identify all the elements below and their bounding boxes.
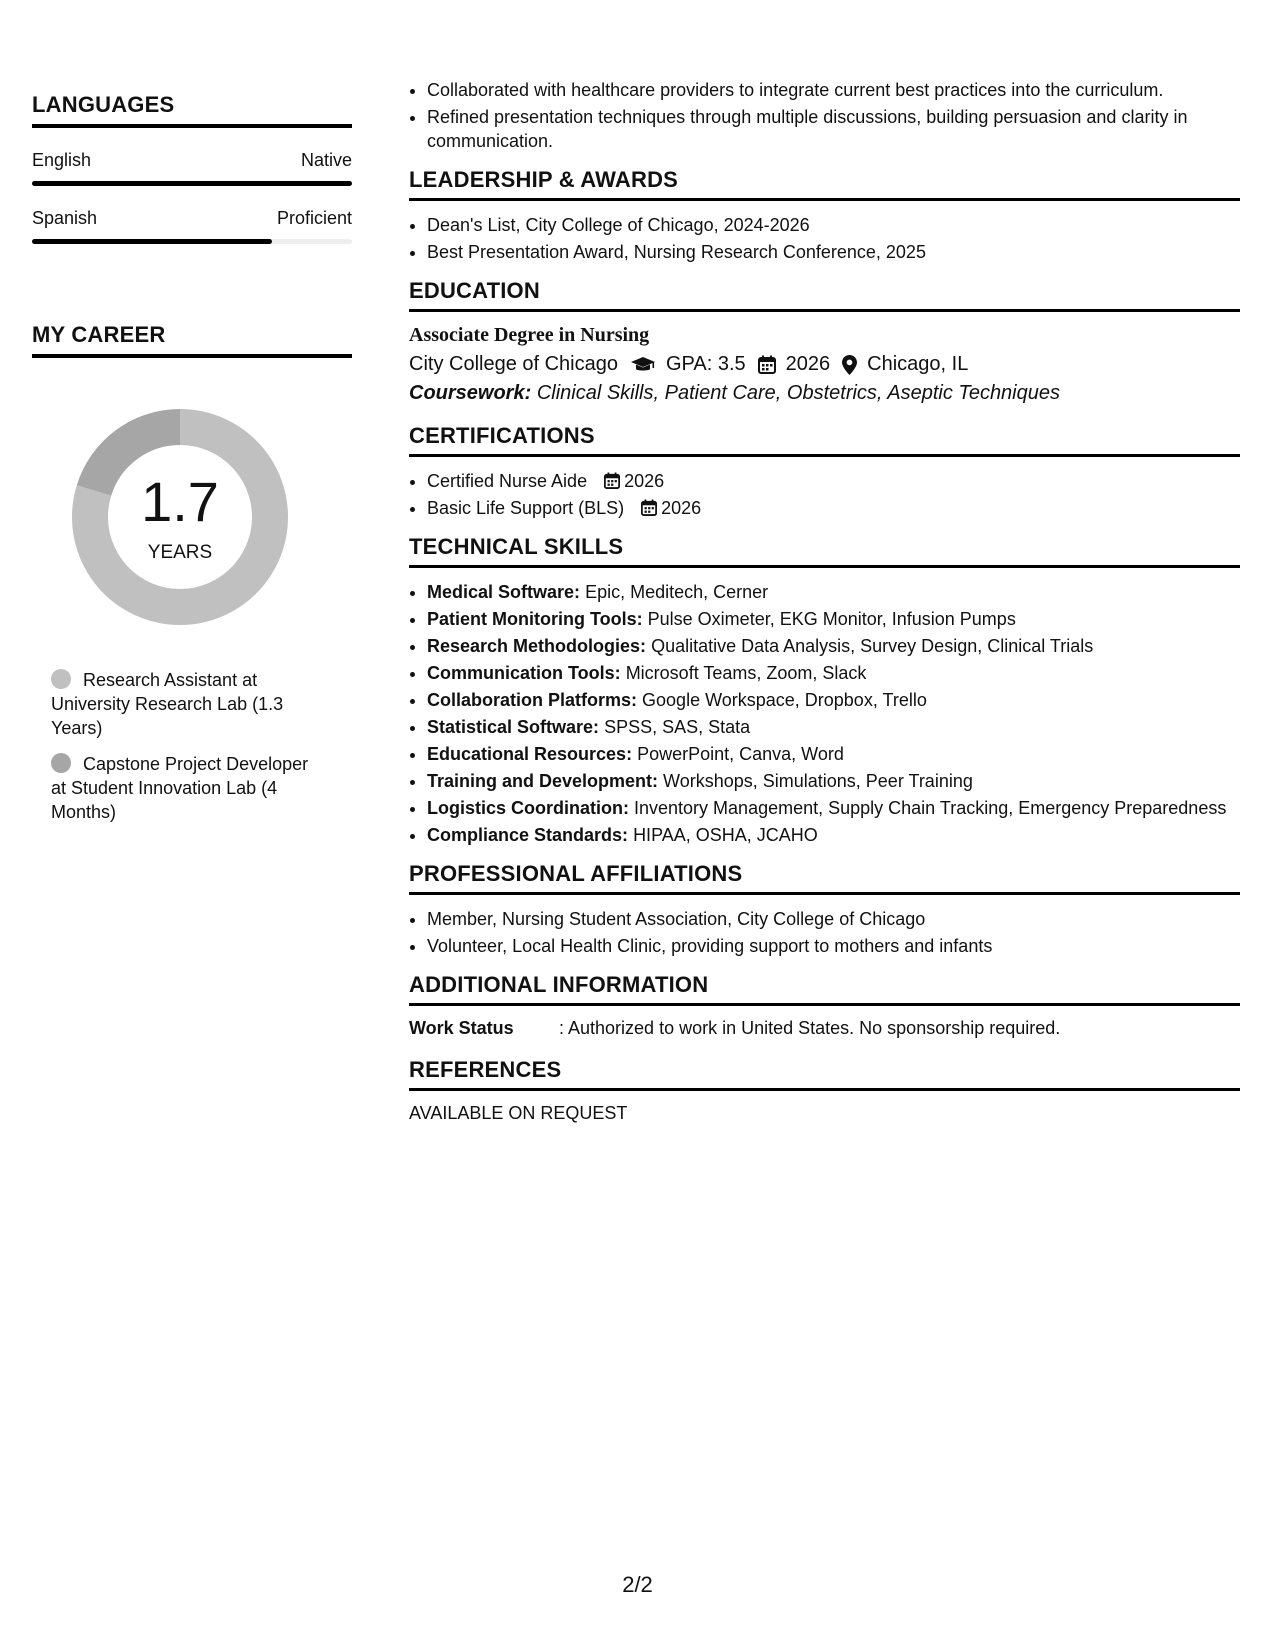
language-bar-fill (32, 181, 352, 186)
graduation-year: 2026 (785, 353, 831, 375)
leadership-heading: LEADERSHIP & AWARDS (409, 167, 1240, 201)
language-item (32, 208, 352, 244)
list-item (427, 469, 1240, 493)
list-item (427, 769, 1240, 793)
degree-title: Associate Degree in Nursing (409, 324, 650, 346)
sidebar (32, 92, 352, 836)
language-bar (32, 239, 352, 244)
list-item (427, 742, 1240, 766)
skill-category: Educational Resources: (427, 744, 633, 764)
affiliations-list (409, 907, 1240, 958)
graduation-cap-icon (630, 356, 656, 374)
skill-values: PowerPoint, Canva, Word (637, 744, 844, 764)
skill-values: Inventory Management, Supply Chain Tracking, Emergency Preparedness (634, 798, 1227, 818)
career-legend (51, 668, 321, 824)
certifications-heading: CERTIFICATIONS (409, 423, 1240, 457)
experience-bullets (409, 78, 1240, 153)
calendar-icon (604, 472, 620, 489)
school-location: Chicago, IL (867, 353, 969, 375)
skill-category: Communication Tools: (427, 663, 621, 683)
list-item (427, 688, 1240, 712)
page-number: 2/2 (622, 1572, 653, 1597)
location-pin-icon (842, 355, 857, 375)
coursework-list: Clinical Skills, Patient Care, Obstetrics, Aseptic Techniques (536, 382, 1060, 404)
language-item (32, 150, 352, 186)
skill-category: Medical Software: (427, 582, 581, 602)
language-name: Spanish (32, 208, 98, 228)
list-item: • Member, Nursing Student Association, City College of Chicago (427, 907, 1240, 931)
language-bar-fill (32, 239, 272, 244)
additional-info-heading: ADDITIONAL INFORMATION (409, 972, 1240, 1006)
school-name: City College of Chicago (409, 353, 618, 375)
skill-category: Research Methodologies: (427, 636, 647, 656)
languages-heading: LANGUAGES (32, 92, 352, 128)
list-item (427, 580, 1240, 604)
legend-dot-icon (51, 669, 71, 689)
skill-values: Workshops, Simulations, Peer Training (663, 771, 973, 791)
calendar-icon (641, 499, 657, 516)
career-heading: MY CAREER (32, 322, 352, 358)
calendar-icon (758, 355, 776, 374)
references-text: AVAILABLE ON REQUEST (409, 1103, 628, 1123)
list-item (427, 715, 1240, 739)
skill-values: Google Workspace, Dropbox, Trello (642, 690, 927, 710)
skills-heading: TECHNICAL SKILLS (409, 534, 1240, 568)
list-item: • Refined presentation techniques through multiple discussions, building persuasion and clarity in communication. (427, 105, 1240, 153)
coursework (409, 382, 1240, 405)
work-status-row (409, 1018, 1240, 1039)
skill-category: Training and Development: (427, 771, 659, 791)
work-status-label: Work Status (409, 1018, 514, 1038)
skill-category: Statistical Software: (427, 717, 600, 737)
leadership-list (409, 213, 1240, 264)
skills-list (409, 580, 1240, 847)
list-item (427, 661, 1240, 685)
list-item: • Collaborated with healthcare providers to integrate current best practices into the curriculum. (427, 78, 1240, 102)
skill-values: HIPAA, OSHA, JCAHO (633, 825, 818, 845)
language-name: English (32, 150, 92, 170)
certification-year: 2026 (661, 498, 702, 518)
list-item (427, 496, 1240, 520)
skill-category: Compliance Standards: (427, 825, 629, 845)
career-total-value: 1.7 (141, 470, 219, 533)
skill-values: Qualitative Data Analysis, Survey Design, Clinical Trials (651, 636, 1094, 656)
skill-category: Logistics Coordination: (427, 798, 629, 818)
coursework-label: Coursework: (409, 382, 532, 404)
certification-name: Certified Nurse Aide (427, 471, 588, 491)
affiliations-heading: PROFESSIONAL AFFILIATIONS (409, 861, 1240, 895)
list-item (427, 634, 1240, 658)
career-legend-label: Research Assistant at University Research Lab (1.3 Years) (51, 670, 284, 738)
list-item: • Best Presentation Award, Nursing Research Conference, 2025 (427, 240, 1240, 264)
language-level: Native (300, 150, 352, 170)
list-item: • Volunteer, Local Health Clinic, providing support to mothers and infants (427, 934, 1240, 958)
certification-year: 2026 (624, 471, 665, 491)
certification-name: Basic Life Support (BLS) (427, 498, 625, 518)
education-details (409, 353, 1240, 376)
references-heading: REFERENCES (409, 1057, 1240, 1091)
work-status-value: : Authorized to work in United States. No sponsorship required. (559, 1018, 1061, 1038)
skill-values: SPSS, SAS, Stata (604, 717, 751, 737)
skill-values: Epic, Meditech, Cerner (585, 582, 769, 602)
list-item (427, 607, 1240, 631)
skill-category: Collaboration Platforms: (427, 690, 638, 710)
legend-dot-icon (51, 753, 71, 773)
language-bar (32, 181, 352, 186)
education-heading: EDUCATION (409, 278, 1240, 312)
skill-category: Patient Monitoring Tools: (427, 609, 643, 629)
career-donut-chart (65, 402, 295, 632)
career-legend-label: Capstone Project Developer at Student Innovation Lab (4 Months) (51, 754, 309, 822)
career-legend-item (51, 752, 321, 824)
gpa-value: GPA: 3.5 (666, 353, 746, 375)
skill-values: Microsoft Teams, Zoom, Slack (625, 663, 867, 683)
language-level: Proficient (276, 208, 352, 228)
main-content (409, 78, 1240, 1124)
skill-values: Pulse Oximeter, EKG Monitor, Infusion Pumps (647, 609, 1016, 629)
list-item (427, 796, 1240, 820)
list-item: • Dean's List, City College of Chicago, 2024-2026 (427, 213, 1240, 237)
career-legend-item (51, 668, 321, 740)
list-item (427, 823, 1240, 847)
certifications-list (409, 469, 1240, 520)
career-total-unit: YEARS (147, 542, 213, 563)
